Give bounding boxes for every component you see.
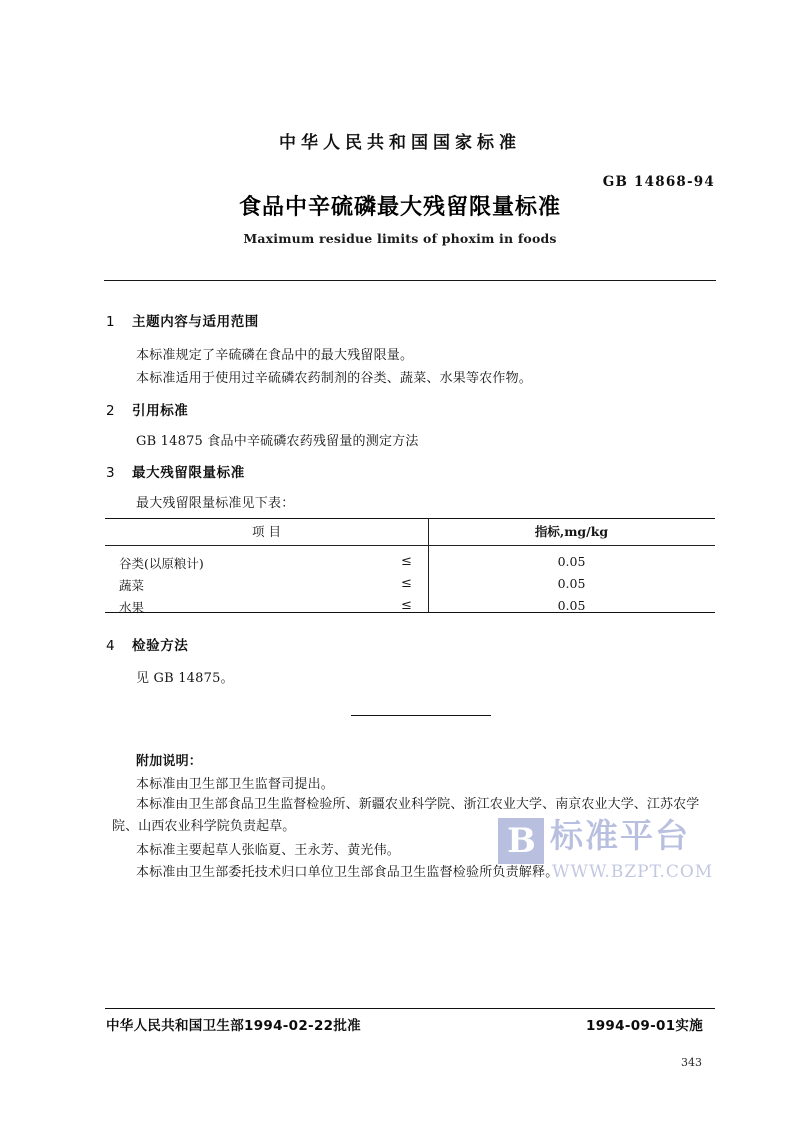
table-row-operator: ≤ — [401, 554, 412, 569]
table-row-value: 0.05 — [557, 576, 586, 591]
section-heading-2 — [106, 399, 188, 419]
section-heading-3 — [106, 461, 245, 481]
section-1-paragraph-1: 本标准规定了辛硫磷在食品中的最大残留限量。 — [136, 348, 414, 363]
section-2-reference: GB 14875 食品中辛硫磷农药残留量的测定方法 — [136, 434, 419, 449]
page-title-english: Maximum residue limits of phoxim in foods — [243, 231, 557, 246]
section-separator — [351, 715, 491, 716]
document-authority: 中华人民共和国国家标准 — [279, 133, 521, 153]
footer-implementation: 1994-09-01实施 — [586, 1018, 703, 1034]
table-row: 蔬菜 — [119, 578, 145, 593]
section-title-4: 检验方法 — [132, 638, 189, 654]
section-3-intro: 最大残留限量标准见下表： — [136, 496, 295, 511]
section-number-3: 3 — [106, 465, 116, 481]
section-title-2: 引用标准 — [132, 403, 189, 419]
appendix-heading: 附加说明： — [136, 754, 203, 769]
table-row: 水果 — [119, 600, 145, 615]
table-row-operator: ≤ — [401, 598, 412, 613]
section-title-1: 主题内容与适用范围 — [132, 314, 259, 330]
footer-divider — [105, 1008, 715, 1009]
header-divider — [104, 280, 716, 281]
table-top-border — [105, 518, 715, 519]
appendix-line-2: 本标准由卫生部食品卫生监督检验所、新疆农业科学院、浙江农业大学、南京农业大学、江苏农学院、山西农业科学院负责起草。 — [112, 797, 700, 834]
table-header-index: 指标,mg/kg — [534, 524, 609, 539]
section-title-3: 最大残留限量标准 — [132, 465, 245, 481]
table-header-border — [105, 545, 715, 546]
section-number-4: 4 — [106, 638, 116, 654]
watermark-logo-icon: B — [498, 818, 544, 864]
section-heading-4 — [106, 634, 188, 654]
table-row: 谷类(以原粮计) — [119, 556, 204, 571]
section-number-1: 1 — [106, 314, 116, 330]
standard-number: GB 14868-94 — [602, 174, 715, 190]
section-1-paragraph-2: 本标准适用于使用过辛硫磷农药制剂的谷类、蔬菜、水果等农作物。 — [136, 371, 533, 386]
page-title: 食品中辛硫磷最大残留限量标准 — [238, 195, 561, 220]
table-row-operator: ≤ — [401, 576, 412, 591]
section-heading-1 — [106, 310, 259, 330]
table-row-value: 0.05 — [557, 554, 586, 569]
watermark-url: WWW.BZPT.COM — [552, 862, 714, 882]
appendix-line-1: 本标准由卫生部卫生监督司提出。 — [136, 777, 335, 792]
section-4-reference: 见 GB 14875。 — [136, 671, 234, 686]
appendix-line-4: 本标准由卫生部委托技术归口单位卫生部食品卫生监督检验所负责解释。 — [136, 865, 559, 880]
footer-approval: 中华人民共和国卫生部1994-02-22批准 — [106, 1018, 361, 1034]
page-number: 343 — [681, 1056, 702, 1069]
table-header-item: 项 目 — [252, 524, 281, 539]
section-number-2: 2 — [106, 403, 116, 419]
watermark-text: 标准平台 — [550, 816, 690, 855]
table-row-value: 0.05 — [557, 598, 586, 613]
appendix-line-3: 本标准主要起草人张临夏、王永芳、黄光伟。 — [136, 843, 401, 858]
